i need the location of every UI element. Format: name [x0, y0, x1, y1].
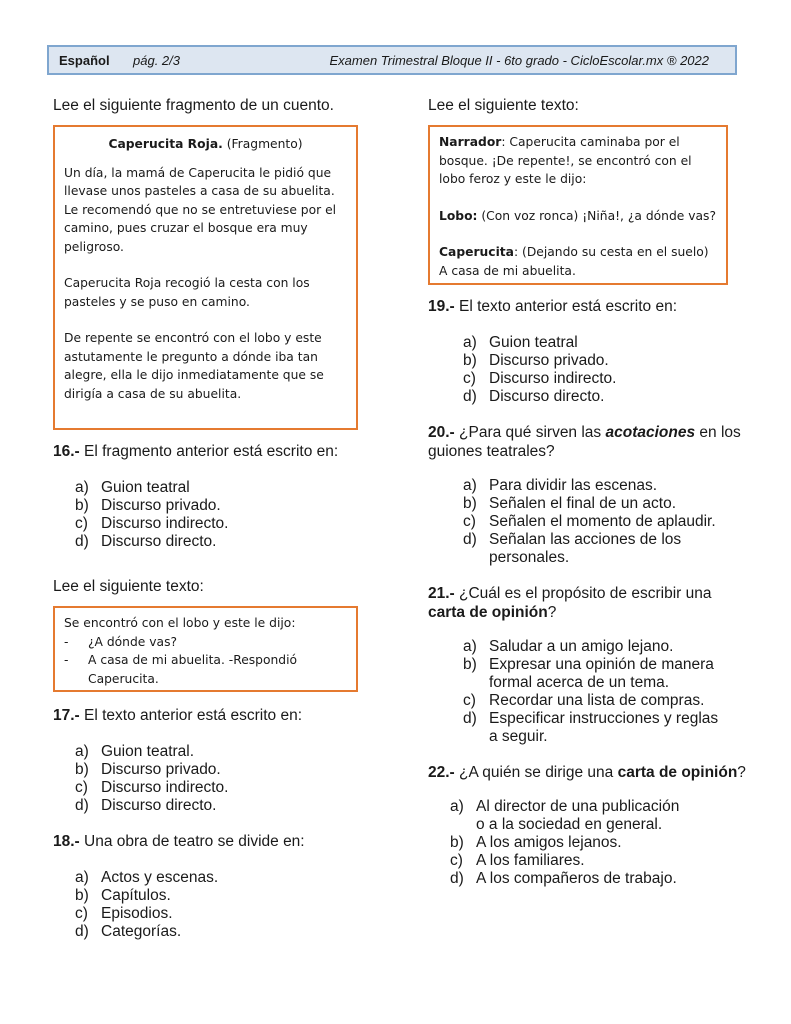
option-d[interactable]: d) Señalan las acciones de los personales. [463, 531, 682, 566]
option-b[interactable]: b) Discurso privado. [75, 497, 221, 514]
story-box [53, 125, 358, 430]
option-c[interactable]: c) Discurso indirecto. [463, 370, 617, 387]
option-c[interactable]: c) Discurso indirecto. [75, 515, 229, 532]
question-keyword: acotaciones [605, 424, 696, 441]
option-c[interactable]: c) Recordar una lista de compras. [463, 692, 705, 709]
option-a[interactable]: a) Guion teatral [75, 479, 190, 496]
option-c[interactable]: c) Señalen el momento de aplaudir. [463, 513, 716, 530]
question-keyword: carta de opinión [617, 764, 738, 781]
question-19 [428, 297, 748, 406]
story-paragraph-1: Un día, la mamá de Caperucita le pidió que llevase unos pasteles a casa de su abuelita. Le recomendó que no se entretuviese por el camino, pues cruzar el bosque era muy peligroso. [64, 165, 337, 254]
option-b[interactable]: b) Capítulos. [75, 887, 171, 904]
option-d[interactable]: d) Discurso directo. [75, 797, 217, 814]
instruction-text: Lee el siguiente texto: [428, 97, 579, 114]
option-a[interactable]: a) Guion teatral [463, 334, 578, 351]
dialogue-line-1: - ¿A dónde vas? [64, 634, 177, 649]
instruction-text: Lee el siguiente texto: [53, 578, 204, 595]
question-17 [53, 706, 383, 815]
options-list [428, 334, 748, 406]
story-paragraph-3: De repente se encontró con el lobo y este astutamente le pregunto a dónde iba tan alegre, ella le dijo inmediatamente que se dirigía a casa de su abuelita. [64, 331, 324, 401]
dialogue-line-2: - A casa de mi abuelita. -Respondió Caperucita. [64, 653, 298, 686]
option-c[interactable]: c) Discurso indirecto. [75, 779, 229, 796]
question-text: El texto anterior está escrito en: [79, 707, 302, 724]
option-c[interactable]: c) Episodios. [75, 905, 173, 922]
question-number: 16.- [53, 443, 80, 460]
option-a[interactable]: a) Guion teatral. [75, 743, 195, 760]
option-b[interactable]: b) Discurso privado. [463, 352, 609, 369]
option-b[interactable]: b) Expresar una opinión de manera formal acerca de un tema. [463, 656, 714, 691]
question-number: 20.- [428, 424, 455, 441]
options-list [428, 477, 748, 567]
story-paragraph-2: Caperucita Roja recogió la cesta con los pasteles y se puso en camino. [64, 276, 310, 309]
question-text: El fragmento anterior está escrito en: [79, 443, 339, 460]
options-list [428, 638, 748, 746]
question-number: 19.- [428, 298, 455, 315]
option-c[interactable]: c) A los familiares. [450, 852, 585, 869]
option-d[interactable]: d) Discurso directo. [463, 388, 605, 405]
script-box [428, 125, 728, 285]
dialogue-intro: Se encontró con el lobo y este le dijo: [64, 616, 296, 630]
exam-title: Examen Trimestral Bloque II - 6to grado - CicloEscolar.mx ® 2022 [329, 53, 709, 68]
options-list [53, 743, 383, 815]
story-title-bold: Caperucita Roja. [108, 137, 223, 151]
page-number: pág. 2/3 [133, 53, 180, 68]
narrator-line: Narrador: Caperucita caminaba por el bosque. ¡De repente!, se encontró con el lobo feroz y este le dijo: [439, 135, 692, 186]
question-text: Una obra de teatro se divide en: [79, 833, 305, 850]
left-column [53, 96, 383, 941]
subject-label: Español [59, 53, 110, 68]
wolf-line: Lobo: (Con voz ronca) ¡Niña!, ¿a dónde vas? [439, 208, 716, 223]
question-18 [53, 832, 383, 941]
option-d[interactable]: d) Discurso directo. [75, 533, 217, 550]
dialogue-box [53, 606, 358, 692]
question-keyword: carta de opinión [428, 604, 548, 621]
option-a[interactable]: a) Al director de una publicación o a la sociedad en general. [450, 798, 680, 833]
caperucita-line: Caperucita: (Dejando su cesta en el suelo) A casa de mi abuelita. [439, 245, 709, 278]
option-d[interactable]: d) Especificar instrucciones y reglas a seguir. [463, 710, 719, 745]
option-a[interactable]: a) Para dividir las escenas. [463, 477, 657, 494]
question-number: 21.- [428, 585, 455, 602]
question-number: 17.- [53, 707, 80, 724]
question-number: 18.- [53, 833, 80, 850]
option-a[interactable]: a) Saludar a un amigo lejano. [463, 638, 674, 655]
question-number: 22.- [428, 764, 455, 781]
option-d[interactable]: d) Categorías. [75, 923, 182, 940]
question-22: 22.- ¿A quién se dirige una carta de opinión? a) Al director de una publicación o a la sociedad en general. b) A los amigos lejanos. c) A los familiares. d) A los compañeros de trabajo. [428, 763, 748, 888]
page-header [47, 45, 737, 75]
right-column [428, 96, 748, 888]
options-list [53, 869, 383, 941]
story-title-note: (Fragmento) [222, 137, 303, 151]
option-b[interactable]: b) Señalen el final de un acto. [463, 495, 676, 512]
question-text: El texto anterior está escrito en: [454, 298, 677, 315]
option-a[interactable]: a) Actos y escenas. [75, 869, 219, 886]
option-b[interactable]: b) A los amigos lejanos. [450, 834, 622, 851]
question-21: 21.- ¿Cuál es el propósito de escribir una carta de opinión? a) Saludar a un amigo lejano. b) Expresar una opinión de manera formal acerca de un tema. c) Recordar una lista de compras. d) Especificar instrucciones y reglas a seguir. [428, 584, 748, 746]
question-20: 20.- ¿Para qué sirven las acotaciones en los guiones teatrales? a) Para dividir las escenas. b) Señalen el final de un acto. c) Señalen el momento de aplaudir. d) Señalan las acciones de los personales. [428, 423, 748, 567]
options-list [53, 479, 383, 551]
question-16 [53, 442, 383, 551]
instruction-fragment: Lee el siguiente fragmento de un cuento. [53, 97, 334, 114]
story-title [64, 135, 347, 154]
options-list [428, 798, 748, 888]
option-b[interactable]: b) Discurso privado. [75, 761, 221, 778]
option-d[interactable]: d) A los compañeros de trabajo. [450, 870, 677, 887]
